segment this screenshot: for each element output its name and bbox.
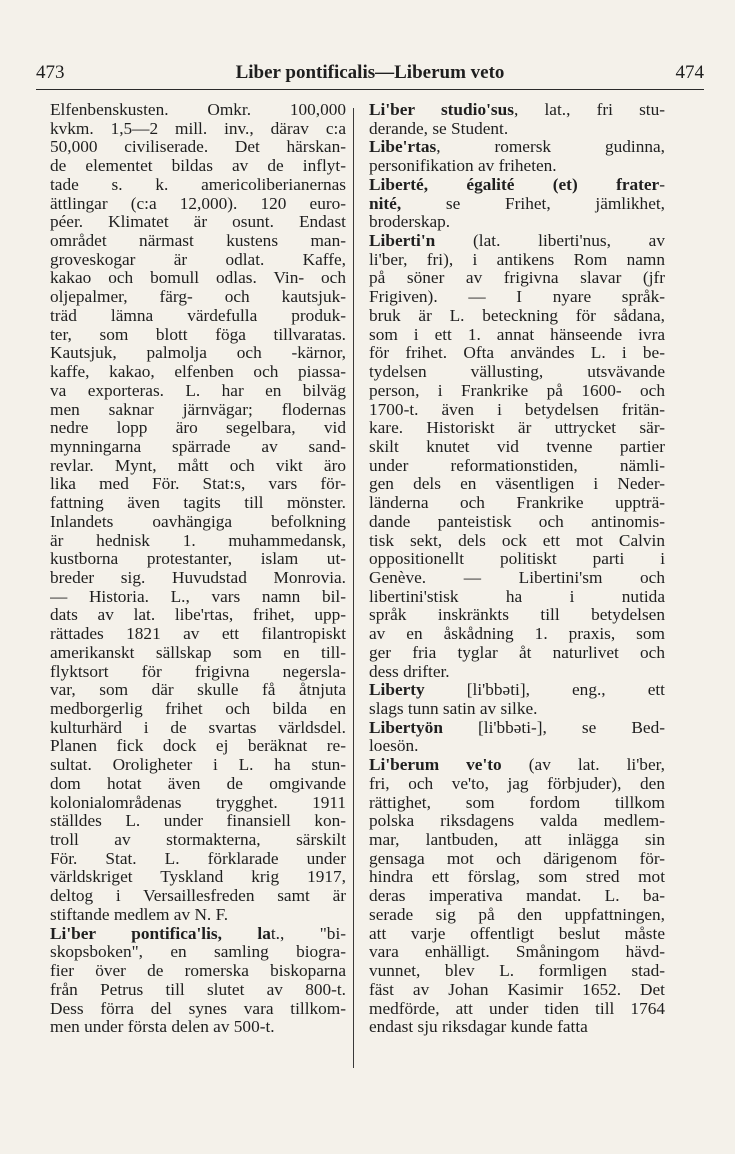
text-line: Li'berum ve'to (av lat. li'ber, xyxy=(369,756,665,775)
text-line: lika med För. Stat:s, vars för- xyxy=(50,475,346,494)
header-rule xyxy=(36,89,704,90)
text-line: skopsboken", en samling biogra- xyxy=(50,943,346,962)
text-line: bruk är L. beteckning för sådana, xyxy=(369,306,665,325)
headword: Libe'rtas xyxy=(369,138,437,157)
text-line: Dess förra del synes vara tillkom- xyxy=(50,999,346,1018)
text-line: men saknar järnvägar; flodernas xyxy=(50,400,346,419)
headword: Liberté, égalité (et) frater xyxy=(369,175,660,194)
text-line: deltog i Versaillesfreden samt är xyxy=(50,887,346,906)
text-line: nité, se Frihet, jämlikhet, xyxy=(369,194,665,213)
text-line: nedre lopp äro segelbara, vid xyxy=(50,419,346,438)
text-line: péer. Klimatet är osunt. Endast xyxy=(50,213,346,232)
headword: Li'ber studio'sus xyxy=(369,101,514,119)
text-line: troll av stormakterna, särskilt xyxy=(50,831,346,850)
text-line: fäst av Johan Kasimir 1652. Det xyxy=(369,980,665,999)
text-line: fri, och ve'to, jag förbjuder), den xyxy=(369,774,665,793)
text-line: av en åskådning 1. praxis, som xyxy=(369,625,665,644)
text-line: kaffe, kakao, elfenben och piassa- xyxy=(50,363,346,382)
text-line: tydelsen vällusting, utsvävande xyxy=(369,363,665,382)
text-line: skilt knutet vid tvenne partier xyxy=(369,437,665,456)
text-line: För. Stat. L. förklarade under xyxy=(50,849,346,868)
text-line: Planen fick dock ej beräknat re- xyxy=(50,737,346,756)
text-line: hindra ett förslag, som stred mot xyxy=(369,868,665,887)
text-line: li'ber, fri), i antikens Rom namn xyxy=(369,250,665,269)
text-line: var, som där skulle få åtnjuta xyxy=(50,681,346,700)
text-line: sultat. Oroligheter i L. ha stun- xyxy=(50,756,346,775)
headword: Liberty xyxy=(369,681,425,700)
headword: nité, xyxy=(369,194,446,213)
text-line: rättades 1821 av ett filantropiskt xyxy=(50,625,346,644)
left-column xyxy=(50,101,346,1037)
text-line: fier över de romerska biskoparna xyxy=(50,962,346,981)
text-line: kustborna protestanter, islam ut- xyxy=(50,550,346,569)
text-line: medborgerlig frihet och bilda en xyxy=(50,700,346,718)
text-line: vara enhälligt. Småningom hävd- xyxy=(369,943,665,962)
text-line: libertini'stisk ha i nutida xyxy=(369,587,665,606)
text-line: som i ett 1. annat hänseende ivra xyxy=(369,325,665,344)
text-line: oljepalmer, färg- och kautsjuk- xyxy=(50,288,346,307)
text-line: Libe'rtas, romersk gudinna, xyxy=(369,138,665,157)
text-line: oppositionellt politiskt parti i xyxy=(369,550,665,569)
right-column xyxy=(369,101,665,1037)
text-line: under reformationstiden, nämli- xyxy=(369,456,665,475)
text-line: medförde, att under tiden till 1764 xyxy=(369,999,665,1018)
text-line: groveskogar är odlat. Kaffe, xyxy=(50,250,346,269)
text-line: från Petrus till slutet av 800-t. xyxy=(50,980,346,999)
text-line: — Historia. L., vars namn bil- xyxy=(50,587,346,606)
text-line: gen dels en väsentligen i Neder- xyxy=(369,475,665,494)
text-line: 50,000 civiliserade. Det härskan- xyxy=(50,138,346,157)
headword: Li'berum ve'to xyxy=(369,756,502,775)
text-line: dom hotat även de omgivande xyxy=(50,774,346,793)
text-line: träd lämna värdefulla produk- xyxy=(50,306,346,325)
text-line: världskriget Tyskland krig 1917, xyxy=(50,868,346,887)
text-line: serade sig på den uppfattningen, xyxy=(369,905,665,924)
text-line: kvkm. 1,5—2 mill. inv., därav c:a xyxy=(50,119,346,138)
text-line: flyktsort för frigivna negersla- xyxy=(50,662,346,681)
page-header xyxy=(36,62,704,92)
headword: Li'ber pontifica'lis, la xyxy=(50,924,271,943)
text-line: kolonialområdenas trygghet. 1911 xyxy=(50,793,346,812)
page-number-left: 473 xyxy=(36,62,65,83)
text-line: polska riksdagens valda medlem- xyxy=(369,812,665,831)
text-line: revlar. Mynt, mått och vikt äro xyxy=(50,456,346,475)
text-line: deras imperativa mandat. L. ba- xyxy=(369,887,665,906)
text-line: broderskap. xyxy=(369,213,451,232)
text-line: ställdes L. under finansiell kon- xyxy=(50,812,346,831)
text-line: person, i Frankrike på 1600- och xyxy=(369,381,665,400)
page-number-right: 474 xyxy=(675,62,704,83)
text-line: ättlingar (c:a 12,000). 120 euro- xyxy=(50,194,346,213)
text-line: ger fria tyglar åt naturlivet och xyxy=(369,643,665,662)
text-line: slags tunn satin av silke. xyxy=(369,700,538,718)
text-line: är hednisk 1. muhammedansk, xyxy=(50,531,346,550)
text-line: vunnet, blev L. formligen stad- xyxy=(369,962,665,981)
text-line: de elementet bildas av de inflyt- xyxy=(50,157,346,176)
text-line: loesön. xyxy=(369,737,419,756)
headword: Liberti'n xyxy=(369,232,474,251)
text-line: Liberté, égalité (et) frater- xyxy=(369,175,665,194)
text-line: kare. Historiskt är uttrycket sär- xyxy=(369,419,665,438)
text-line: endast sju riksdagar kunde fatta xyxy=(369,1018,588,1037)
text-line: tade s. k. americoliberianernas xyxy=(50,175,346,194)
text-line: Inlandets oavhängiga befolkning xyxy=(50,512,346,531)
text-line: länderna och Frankrike uppträ- xyxy=(369,494,665,513)
text-line: på söner av frigivna slavar (jfr xyxy=(369,269,665,288)
text-line: stiftande medlem av N. F. xyxy=(50,905,229,924)
text-line: kulturhärd i de svartas världsdel. xyxy=(50,718,346,737)
text-line: för frihet. Ofta användes L. i be- xyxy=(369,344,665,363)
text-line: språk inskränkts till betydelsen xyxy=(369,606,665,625)
text-line: kakao och bomull odlas. Vin- och xyxy=(50,269,346,288)
text-line: dats av lat. libe'rtas, frihet, upp- xyxy=(50,606,346,625)
text-line: mar, lantbuden, att inlägga sin xyxy=(369,831,665,850)
text-line: Liberti'n (lat. liberti'nus, av xyxy=(369,232,665,251)
text-line: Liberty [li'bbəti], eng., ett xyxy=(369,681,665,700)
text-line: gensaga mot och därigenom för- xyxy=(369,849,665,868)
text-line: ter, som blott föga tillvaratas. xyxy=(50,325,346,344)
text-line: att varje offentligt beslut måste xyxy=(369,924,665,943)
text-line: men under första delen av 500-t. xyxy=(50,1018,275,1037)
text-line: Genève. — Libertini'sm och xyxy=(369,568,665,587)
text-line: Libertyön [li'bbəti-], se Bed- xyxy=(369,718,665,737)
text-line: Li'ber pontifica'lis, lat., "bi- xyxy=(50,924,346,943)
text-line: Kautsjuk, palmolja och -kärnor, xyxy=(50,344,346,363)
text-line: dande panteistisk och antinomis- xyxy=(369,512,665,531)
text-line: Elfenbenskusten. Omkr. 100,000 xyxy=(50,101,346,119)
text-line: breder sig. Huvudstad Monrovia. xyxy=(50,568,346,587)
text-line: Frigiven). — I nyare språk- xyxy=(369,288,665,307)
text-line: 1700-t. även i betydelsen fritän- xyxy=(369,400,665,419)
text-line: tisk sekt, dels ock ett mot Calvin xyxy=(369,531,665,550)
text-line: personifikation av friheten. xyxy=(369,157,557,176)
text-line: Li'ber studio'sus, lat., fri stu- xyxy=(369,101,665,119)
text-line: amerikanskt sällskap som en till- xyxy=(50,643,346,662)
text-line: rättighet, som fordom tillkom xyxy=(369,793,665,812)
text-line: dess drifter. xyxy=(369,662,450,681)
running-title: Liber pontificalis—Liberum veto xyxy=(235,62,505,83)
text-line: fattning även tagits till mönster. xyxy=(50,494,346,513)
headword: Libertyön xyxy=(369,718,443,737)
column-divider xyxy=(353,108,354,1068)
text-line: området närmast kustens man- xyxy=(50,232,346,251)
text-line: derande, se Student. xyxy=(369,119,509,138)
text-line: va exporteras. L. har en bilväg xyxy=(50,381,346,400)
text-line: mynningarna spärrade av sand- xyxy=(50,437,346,456)
